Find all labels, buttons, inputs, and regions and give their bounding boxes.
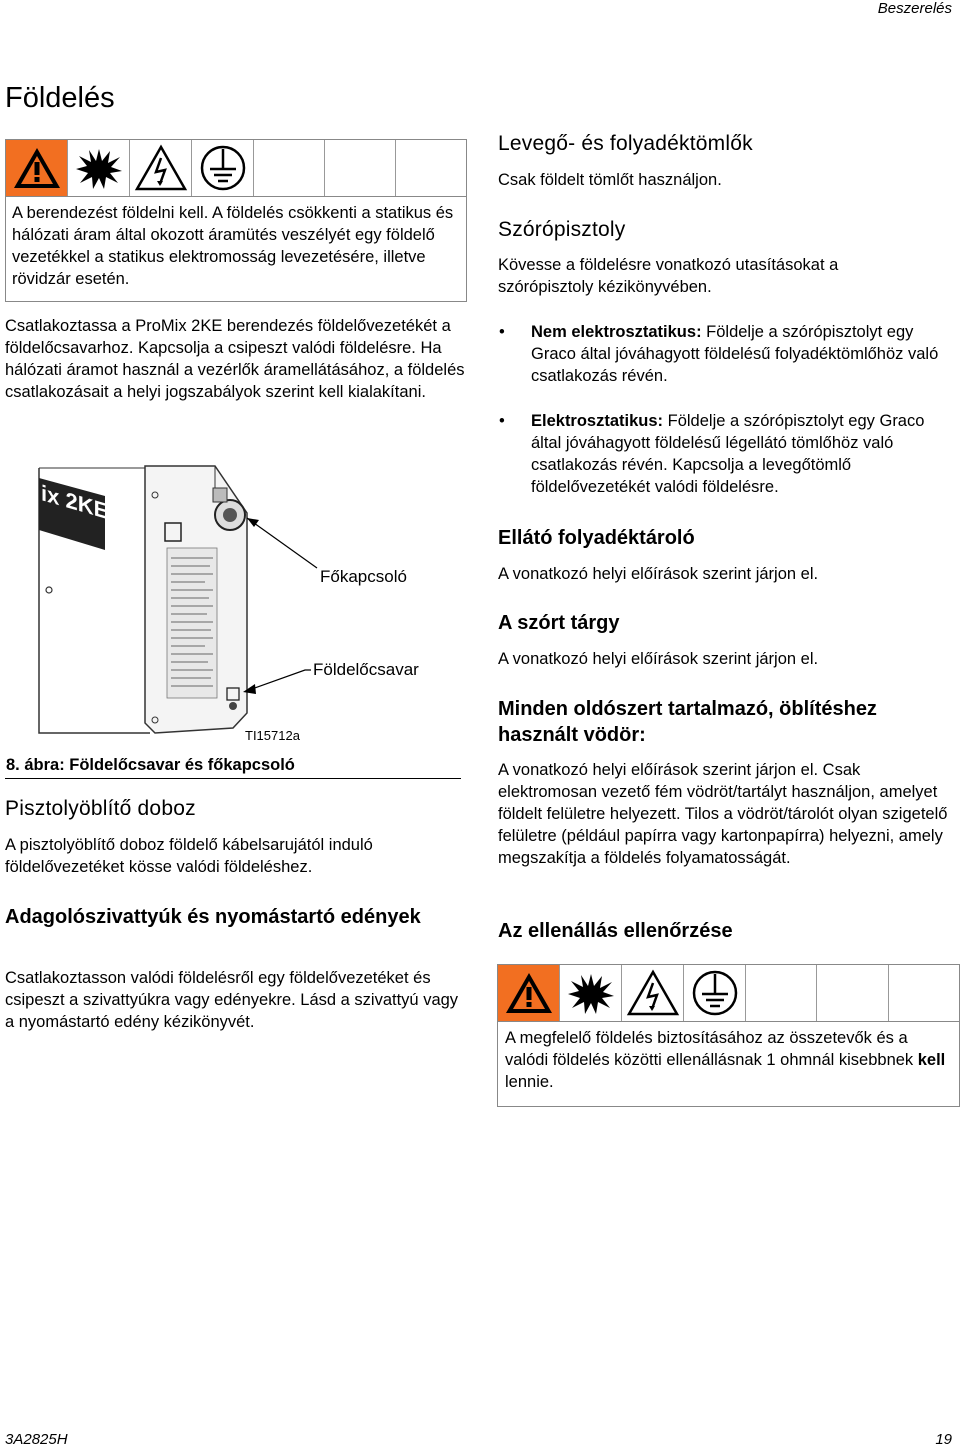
warning-triangle-icon [6,140,68,196]
section-body-gun-flush-box: A pisztolyöblítő doboz földelő kábelsarujától induló földelővezetéket kösse valódi földeléshez. [5,836,373,876]
empty-icon-cell [325,140,396,196]
ground-symbol-icon [684,965,746,1021]
bullet-non-electrostatic [499,321,951,387]
section-body-fluid-supply: A vonatkozó helyi előírások szerint járjon el. [498,565,819,583]
empty-icon-cell [254,140,325,196]
section-title-solvent-pail: Minden oldószert tartalmazó, öblítéshez használt vödör: [498,698,877,746]
section-title-gun-flush-box: Pisztolyöblítő doboz [5,797,196,820]
warning-triangle-icon [498,965,560,1021]
bullet-label: Elektrosztatikus: [531,412,664,430]
bullet-dot: • [499,412,505,430]
footer-doc-number: 3A2825H [5,1431,68,1448]
warning-icon-row [498,965,959,1022]
explosion-icon [560,965,622,1021]
warning-box-grounding [5,139,467,302]
section-body-hoses: Csak földelt tömlőt használjon. [498,171,722,189]
warning-text-part: lennie. [505,1073,554,1091]
bullet-text: Földelje a szórópisztolyt egy Graco által jóváhagyott földelésű légellátó tömlőhöz való csatlakozás révén. Kapcsolja a levegőtömlő földelővezetékét valódi földelésre. [531,412,925,496]
panel-logo-text: ix 2KE [41,480,109,525]
warning-text [498,1022,959,1099]
section-body-object-sprayed: A vonatkozó helyi előírások szerint járjon el. [498,650,819,668]
section-title-fluid-supply: Ellátó folyadéktároló [498,527,695,549]
warning-icon-row [6,140,466,197]
explosion-icon [68,140,130,196]
running-header-section: Beszerelés [877,0,952,17]
section-title-object-sprayed: A szórt tárgy [498,612,620,634]
warning-text-bold: kell [917,1051,946,1069]
intro-paragraph: Csatlakoztassa a ProMix 2KE berendezés földelővezetékét a földelőcsavarhoz. Kapcsolja a csipeszt valódi földelésre. Ha hálózati áramot használ a vezérlők áramellátásához, a földelés csatlakozásait a helyi jogszabályok szerint kell kialakítani. [5,317,465,401]
page-title: Földelés [5,82,115,114]
ground-symbol-icon [192,140,254,196]
section-title-hoses: Levegő- és folyadéktömlők [498,132,753,155]
empty-icon-cell [746,965,817,1021]
bullet-text: Földelje a szórópisztolyt egy Graco által jóváhagyott földelésű folyadéktömlőhöz való csatlakozás révén. [531,323,939,385]
warning-box-resistance [497,964,960,1107]
empty-icon-cell [889,965,959,1021]
empty-icon-cell [396,140,466,196]
section-body-solvent-pail: A vonatkozó helyi előírások szerint járjon el. Csak elektromosan vezető fém vödröt/tartályt használjon, amelyet földelt felületre helyezett. Tilos a vödröt/tárolót olyan szigetelő felületre (például papírra vagy kartonpapírra) helyezni, amely megszakítja a földelés folyamatosságát. [498,761,948,867]
figure-caption-rule [5,778,461,779]
figure-ground-screw-main-switch [5,458,465,748]
section-title-pumps-pressure-pots: Adagolószivattyúk és nyomástartó edények [5,906,421,928]
figure-caption: 8. ábra: Földelőcsavar és főkapcsoló [6,756,295,774]
warning-text-part: A megfelelő földelés biztosításához az összetevők és a valódi földelés közötti ellenállásnak 1 ohmnál kisebbnek [505,1029,918,1069]
footer-page-number: 19 [935,1431,952,1448]
section-body-spray-gun: Kövesse a földelésre vonatkozó utasításokat a szórópisztoly kézikönyvében. [498,256,839,296]
callout-main-switch: Főkapcsoló [320,567,407,586]
bullet-label: Nem elektrosztatikus: [531,323,702,341]
electric-shock-icon [130,140,192,196]
callout-ground-screw: Földelőcsavar [313,660,419,679]
warning-text: A berendezést földelni kell. A földelés csökkenti a statikus és hálózati áram által okozott áramütés veszélyét egy földelő vezetékkel a statikus elektromosság levezetésére, illetve rövidzár esetén. [12,204,454,288]
electric-shock-icon [622,965,684,1021]
bullet-electrostatic [499,410,956,498]
empty-icon-cell [817,965,888,1021]
section-title-spray-gun: Szórópisztoly [498,218,626,241]
section-title-resistance-check: Az ellenállás ellenőrzése [498,920,733,942]
section-body-pumps-pressure-pots: Csatlakoztasson valódi földelésről egy földelővezetéket és csipeszt a szivattyúkra vagy edényekre. Lásd a szivattyú vagy a nyomástartó edény kézikönyvét. [5,969,459,1031]
figure-image-id: TI15712a [245,728,300,743]
bullet-dot: • [499,323,505,341]
